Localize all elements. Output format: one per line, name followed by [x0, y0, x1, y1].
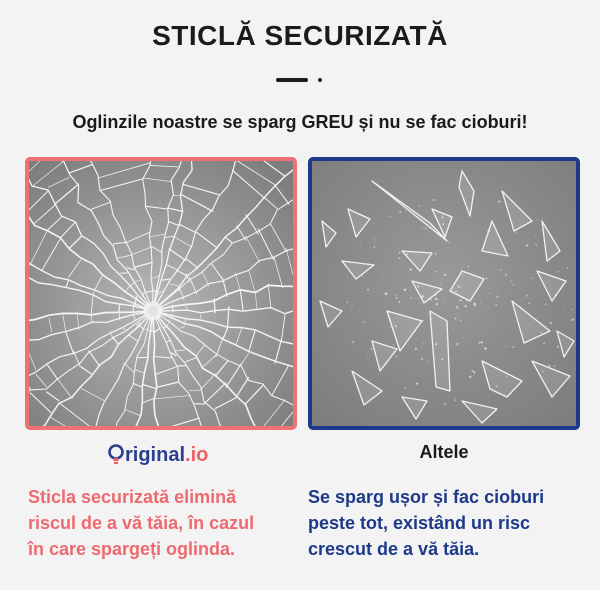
description-line: în care spargeți oglinda. [28, 539, 236, 559]
logo-wordmark: riginal [125, 443, 186, 466]
tempered-glass-description [28, 484, 296, 562]
other-glass-image [308, 157, 580, 430]
shattered-glass-graphic [29, 161, 293, 426]
description-line: Sticla securizată elimină [28, 487, 237, 507]
page-title: STICLĂ SECURIZATĂ [152, 20, 448, 51]
divider-dot [318, 78, 322, 82]
broken-shards-graphic [312, 161, 576, 426]
subtitle: Oglinzile noastre se sparg GREU și nu se fac cioburi! [72, 112, 528, 132]
others-label: Altele [419, 442, 469, 462]
logo-suffix: .io [185, 443, 209, 466]
description-line: peste tot, existând un risc [308, 513, 531, 533]
description-line: Se sparg ușor și fac cioburi [308, 487, 545, 507]
description-line: riscul de a vă tăia, în cazul [28, 513, 255, 533]
divider-bar [276, 78, 308, 82]
description-line: crescut de a vă tăia. [308, 539, 480, 559]
lightbulb-logo-icon [108, 444, 124, 466]
other-glass-description [308, 484, 578, 562]
originalio-logo [108, 440, 208, 470]
tempered-glass-image [25, 157, 297, 430]
